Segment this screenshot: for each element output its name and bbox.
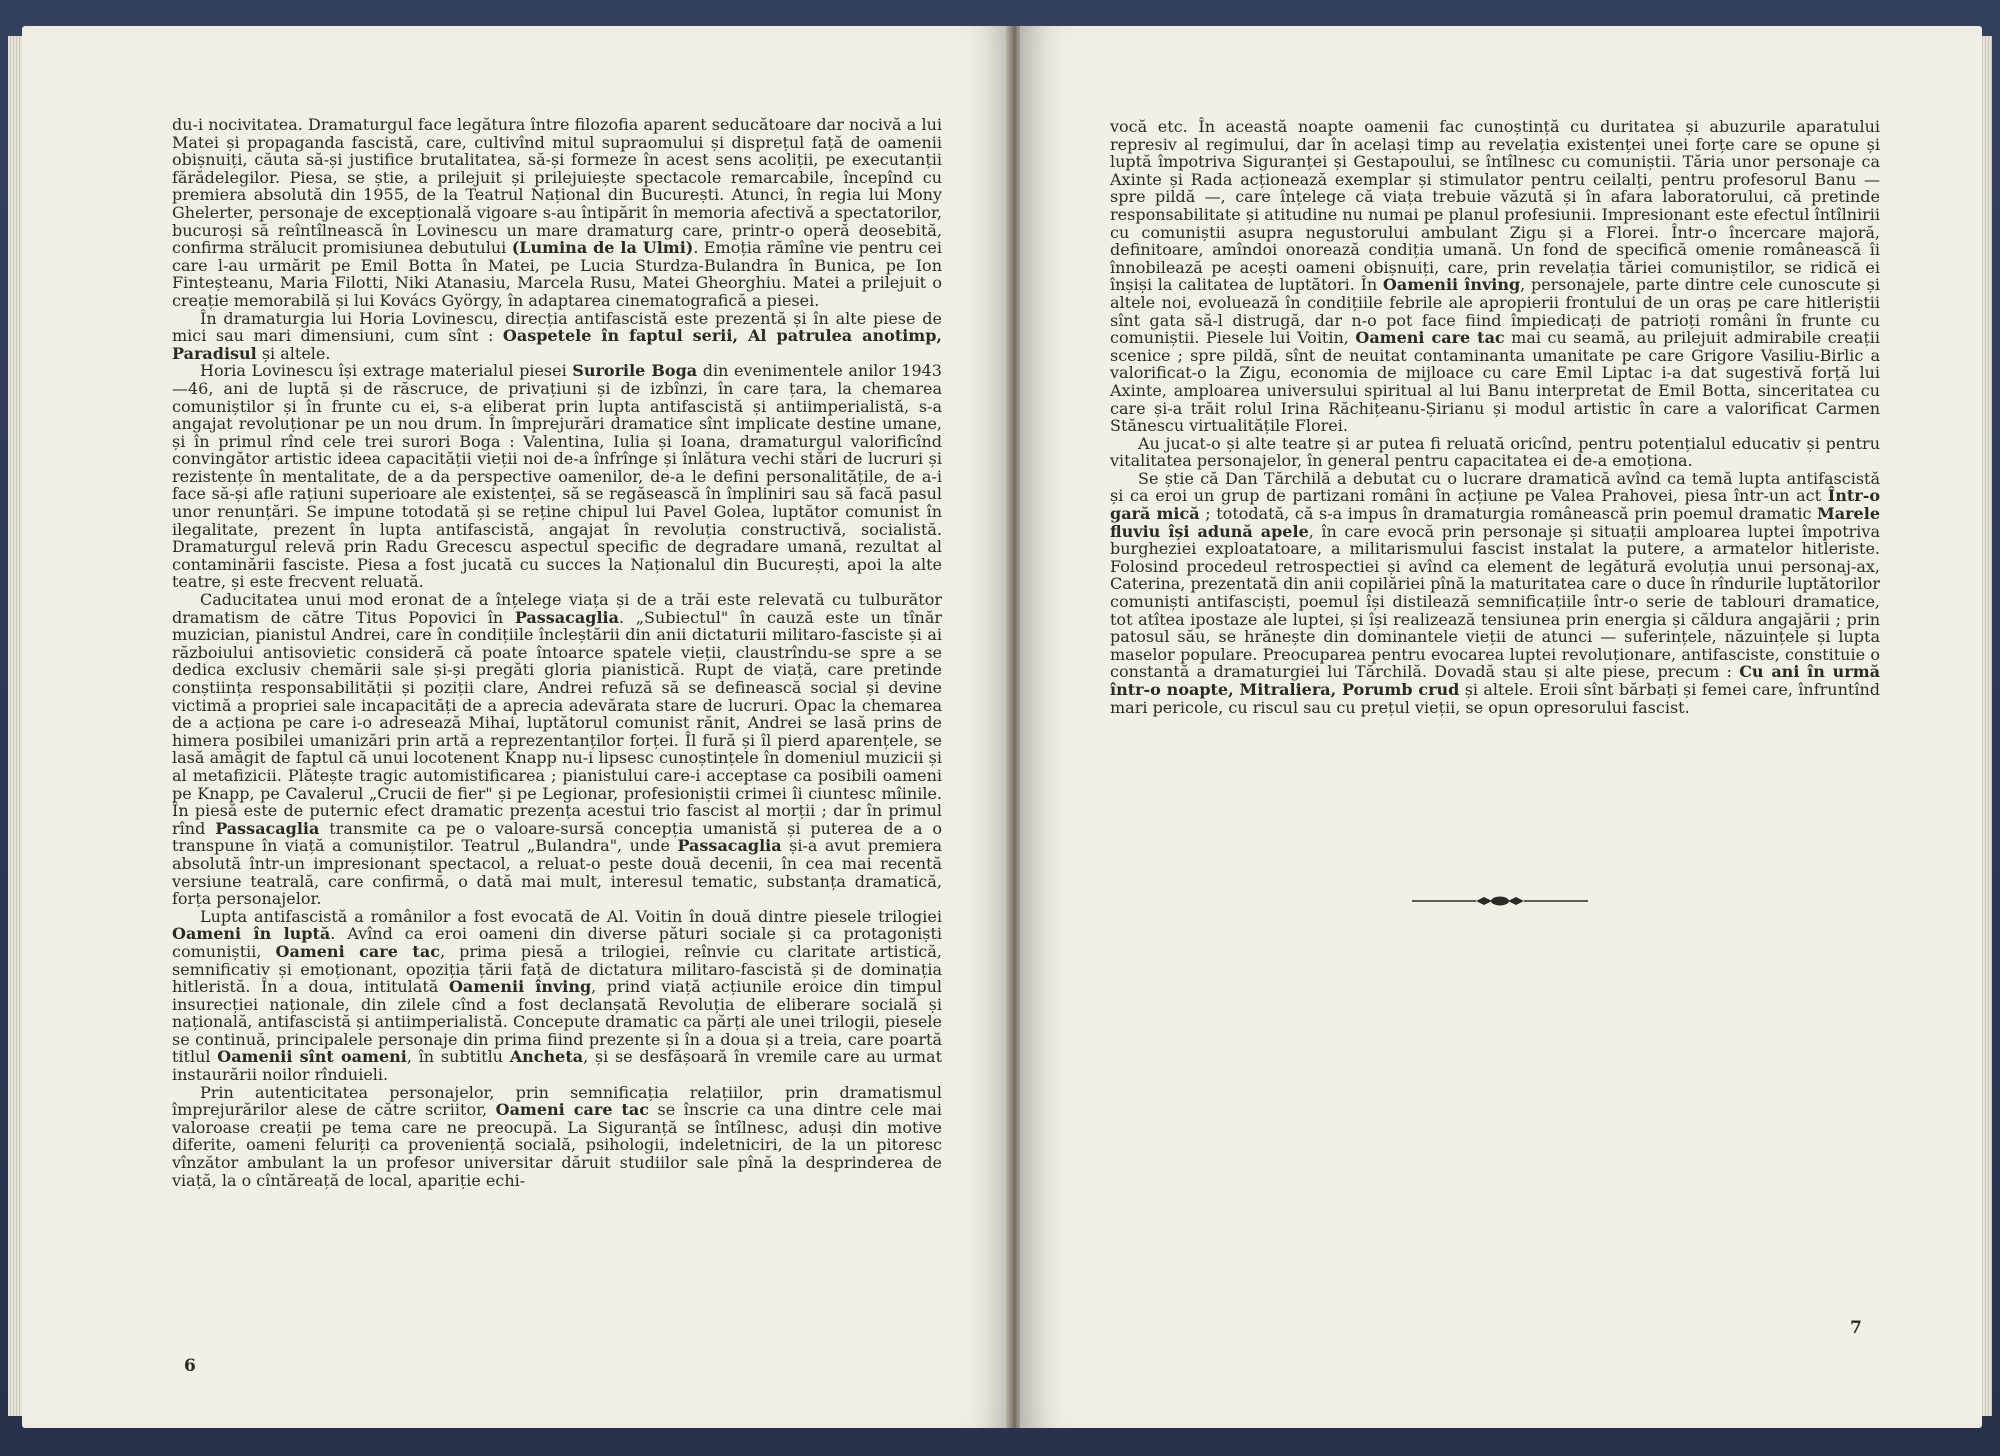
body-text: și altele. xyxy=(256,343,331,363)
paragraph xyxy=(172,908,942,1084)
paragraph xyxy=(1110,118,1880,435)
body-text: și altele. Eroii sînt bărbați și femei care, înfruntînd mari pericole, cu riscul sau cu prețul vieții, se opun opresorului fascist. xyxy=(1110,680,1881,717)
body-text: ; totodată, că s-a impus în dramaturgia românească prin poemul dramatic xyxy=(1199,504,1818,524)
body-text: transmite ca pe o valoare-sursă concepția umanistă și puterea de a o transpune în viață a comuniștilor. Teatrul „Bulandra", unde xyxy=(172,818,942,856)
section-end-ornament-icon xyxy=(1410,894,1590,908)
work-title-text: Oameni care tac xyxy=(275,941,440,961)
body-text: Horia Lovinescu își extrage materialul piesei xyxy=(200,361,573,381)
work-title-text: Surorile Boga xyxy=(572,361,698,381)
body-text: , și se desfășoară în vremile care au urmat instaurării noilor rînduieli. xyxy=(172,1047,943,1085)
body-text: În dramaturgia lui Horia Lovinescu, direcția antifascistă este prezentă și în alte piese de mici sau mari dimensiuni, cum sînt : xyxy=(172,308,942,346)
body-text: . „Subiectul" în cauză este un tînăr muzician, pianistul Andrei, care în condițiile încleștării din anii dictaturii militaro-fasciste și ai războiului antisovietic consideră că poate întoarce spatele vieții, claustrîndu-se spre a se dedica exclusiv chemării sale și-și pregăti gloria pianistică. Rupt de viață, care pretinde conștiința responsabilității și poziții clare, Andrei refuză să se definească social și devine victimă a propriei sale incapacități de a aprecia adevărata stare de lucruri. Opac la chemarea de a acționa pe care i-o adresează Mihai, luptătorul comunist rănit, Andrei se lasă prins de himera posibilei umanizări prin artă a reprezentanților forței. Îl fură și îl pierd aparențele, se lasă amăgit de faptul că unui locotenent Knapp nu-i lipsesc cunoștințele în domeniul muzicii și al metafizicii. Plătește tragic automistificarea ; pianistului care-i acceptase ca posibili oameni pe Knapp, pe Cavalerul „Crucii de fier" și pe Legionar, profesioniștii crimei îi ciuntesc mîinile. În piesă este de puternic efect dramatic prezența acestui trio fascist al morții ; dar în primul rînd xyxy=(172,607,943,838)
left-page-text-column xyxy=(172,116,942,1189)
right-page-text-column xyxy=(1110,118,1880,716)
work-title-text: Marele fluviu își adună apele xyxy=(1110,504,1880,541)
work-title-text: Oamenii sînt oameni xyxy=(217,1047,407,1067)
body-text: mai cu seamă, au prilejuit admirabile creații scenice ; spre pildă, sînt de neuitat contaminanta umanitate pe care Grigore Vasiliu-Birlic a valorificat-o la Zigu, economia de mijloace cu care Emil Liptac i-a dat sugestivă forță lui Axinte, amploarea universului spiritual al lui Banu interpretat de Emil Botta, sinceritatea cu care și-a trăit rolul Irina Răchițeanu-Șirianu și modul artistic în care a valorificat Carmen Stănescu virtualitățile Florei. xyxy=(1110,328,1881,436)
work-title-text: Oameni care tac xyxy=(495,1100,650,1120)
body-text: Caducitatea unui mod eronat de a înțelege viața și de a trăi este relevată cu tulburător dramatism de către Titus Popovici în xyxy=(172,590,942,627)
left-page xyxy=(22,26,1012,1428)
paragraph xyxy=(172,362,942,591)
work-title-text: Oameni în luptă xyxy=(172,924,331,944)
paragraph xyxy=(172,116,942,310)
body-text: , în care evocă prin personaje și situații amploarea luptei împotriva burgheziei exploatatoare, a militarismului fascist instalat la putere, a armatelor hitleriste. Folosind procedeul retrospectiei și avînd ca element de legătură evoluția unui personaj-ax, Caterina, prezentată din anii copilăriei pînă la maturitatea care o duce în rîndurile luptătorilor comuniști antifasciști, poemul își distilează semnificațiile într-o serie de tablouri dramatice, tot atîtea ipostaze ale luptei, și își realizează tensiunea prin energia și căldura angajării ; prin patosul său, se hrănește din dominantele vieții de atunci — suferințele, năzuințele și lupta maselor populare. Preocuparea pentru evocarea luptei revoluționare, antifasciste, constituie o constantă a dramaturgiei lui Tărchilă. Dovadă stau și alte piese, precum : xyxy=(1110,521,1880,682)
right-page-number: 7 xyxy=(1850,1318,1862,1338)
work-title-text: Passacaglia xyxy=(514,607,619,627)
paragraph xyxy=(172,591,942,908)
work-title-text: Oaspetele în faptul serii, Al patrulea anotimp, Paradisul xyxy=(172,326,942,363)
paragraph xyxy=(172,1084,942,1190)
work-title-text: Oameni care tac xyxy=(1355,328,1505,348)
body-text: Lupta antifascistă a românilor a fost evocată de Al. Voitin în două dintre piesele trilogiei xyxy=(200,906,942,926)
paragraph xyxy=(1110,470,1880,716)
body-text: du-i nocivitatea. Dramaturgul face legătura între filozofia aparent seducătoare dar nocivă a lui Matei și propaganda fascistă, care, cultivînd mitul supraomului și disprețul față de oamenii obișnuiți, căuta să-și justifice brutalitatea, să-și formeze în acest sens acoliții, pe executanții fărădelegilor. Piesa, se știe, a prilejuit și prilejuiește spectacole remarcabile, începînd cu premiera absolută din 1955, de la Teatrul Național din București. Atunci, în regia lui Mony Ghelerter, personaje de excepțională vigoare s-au întipărit în memoria afectivă a spectatorilor, bucuroși să reîntîlnească în Lovinescu un mare dramaturg care, printr-o operă deosebită, confirma strălucit promisiunea debutului xyxy=(172,115,942,258)
work-title-text: Ancheta xyxy=(509,1047,584,1067)
right-page xyxy=(1020,26,1982,1428)
work-title-text: Passacaglia xyxy=(215,818,320,838)
body-text: Prin autenticitatea personajelor, prin semnificația relațiilor, prin dramatismul împrejurărilor alese de către scriitor, xyxy=(172,1082,942,1120)
body-text: din evenimentele anilor 1943—46, ani de luptă și de răscruce, de privațiuni și de izbînzi, în care țara, la chemarea comuniștilor și în frunte cu ei, s-a eliberat prin lupta antifascistă și antiimperialistă, s-a angajat revoluționar pe un nou drum. În împrejurări dramatice sînt implicate destine umane, și în primul rînd cele trei surori Boga : Valentina, Iulia și Ioana, dramaturgul valorificînd convingător artistic ideea capacității vieții noi de-a înfrînge și înlătura vechi stări de lucruri și rezistențe în mentalitate, de a da perspective oamenilor, de-a le defini personalitățile, de a-i face să-și afle rațiuni superioare ale existenței, să se regăsească în împliniri sau să facă pasul unor renunțări. Se impune totodată și se reține chipul lui Pavel Golea, luptător comunist în ilegalitate, prezent în lupta antifascistă, angajat în revoluția constructivă, socialistă. Dramaturgul relevă prin Radu Grecescu aspectul specific de degradare umană, rezultat al contaminării fasciste. Piesa a fost jucată cu succes la Naționalul din București, apoi la alte teatre, și este frecvent reluată. xyxy=(172,361,942,592)
body-text: Au jucat-o și alte teatre și ar putea fi reluată oricînd, pentru potențialul educativ și pentru vitalitatea personajelor, în general pentru capacitatea ei de-a emoționa. xyxy=(1110,433,1880,471)
body-text: . Avînd ca eroi oameni din diverse pături sociale și ca protagoniști comuniștii, xyxy=(172,924,942,961)
body-text: , în subtitlu xyxy=(406,1047,510,1067)
body-text: , prima piesă a trilogiei, reînvie cu claritate artistică, semnificativ și emoționant, opoziția țării față de dictatura militaro-fascistă și de dominația hitleristă. În a doua, intitulată xyxy=(172,941,943,997)
body-text: , prind viață acțiunile eroice din timpul insurecției naționale, din zilele cînd a fost declanșată Revoluția de eliberare socială și națională, antifascistă și antiimperialistă. Concepute dramatic ca părți ale unei trilogii, piesele se continuă, principalele personaje din prima fiind prezente și în a doua și a treia, care poartă titlul xyxy=(172,977,942,1067)
body-text: și-a avut premiera absolută într-un impresionant spectacol, a reluat-o peste două decenii, în cea mai recentă versiune teatrală, care confirmă, o dată mai mult, interesul tematic, substanța dramatică, forța personajelor. xyxy=(172,836,942,909)
body-text: , personajele, parte dintre cele cunoscute și altele noi, evoluează în condițiile febrile ale apropierii frontului de un oraș pe care hitleriștii sînt gata să-l distrugă, dar n-o pot face fiind împiedicați de patrioți români în frunte cu comuniștii. Piesele lui Voitin, xyxy=(1110,275,1880,348)
paragraph xyxy=(1110,435,1880,470)
work-title-text: (Lumina de la Ulmi) xyxy=(511,238,694,258)
work-title-text: Passacaglia xyxy=(677,836,782,856)
body-text: . Emoția rămîne vie pentru cei care l-au urmărit pe Emil Botta în Matei, pe Lucia Sturdza-Bulandra în Bunica, pe Ion Finteșteanu, Maria Filotti, Niki Atanasiu, Marcela Rusu, Matei Gheorghiu. Matei a prilejuit o creație memorabilă și lui Kovács György, în adaptarea cinematografică a piesei. xyxy=(172,238,943,310)
body-text: vocă etc. În această noapte oamenii fac cunoștință cu duritatea și abuzurile aparatului represiv al regimului, dar în același timp au revelația existenței unei forțe care se opune și luptă împotriva Siguranței și Gestapoului, se întîlnesc cu comuniștii. Tăria unor personaje ca Axinte și Rada acționează exemplar și stimulator pentru ceilalți, pentru profesorul Banu — spre pildă —, care înțelege că viața trebuie văzută și în afara laboratorului, că pretinde responsabilitate și atitudine nu numai pe planul profesiunii. Impresionant este efectul întîlnirii cu comuniștii asupra negustorului ambulant Zigu și a Florei. Într-o încercare majoră, definitoare, amîndoi onorează condiția umană. Un fond de specifică omenie românească îi înnobilează pe acești oameni obișnuiți, care, prin revelația tăriei comuniștilor, se ridică ei înșiși la calitatea de luptători. În xyxy=(1110,117,1880,295)
body-text: se înscrie ca una dintre cele mai valoroase creații pe tema care ne preocupă. La Siguranță se întîlnesc, aduși din motive diferite, oameni feluriți ca proveniență socială, psihologii, indeletniciri, de la un pitoresc vînzător ambulant la un profesor universitar dăruit studiilor sale pînă la desprinderea de viață, la o cîntăreață de local, apariție echi- xyxy=(172,1100,942,1190)
paragraph xyxy=(172,310,942,363)
work-title-text: Cu ani în urmă într-o noapte, Mitraliera, Porumb crud xyxy=(1110,662,1880,699)
work-title-text: Oamenii înving xyxy=(1382,275,1521,295)
work-title-text: Într-o gară mică xyxy=(1110,486,1880,524)
left-page-number: 6 xyxy=(184,1356,196,1376)
work-title-text: Oamenii înving xyxy=(448,977,592,997)
body-text: Se știe că Dan Tărchilă a debutat cu o lucrare dramatică avînd ca temă lupta antifascistă și ca eroi un grup de partizani români în acțiune pe Valea Prahovei, piesa într-un act xyxy=(1110,468,1880,506)
